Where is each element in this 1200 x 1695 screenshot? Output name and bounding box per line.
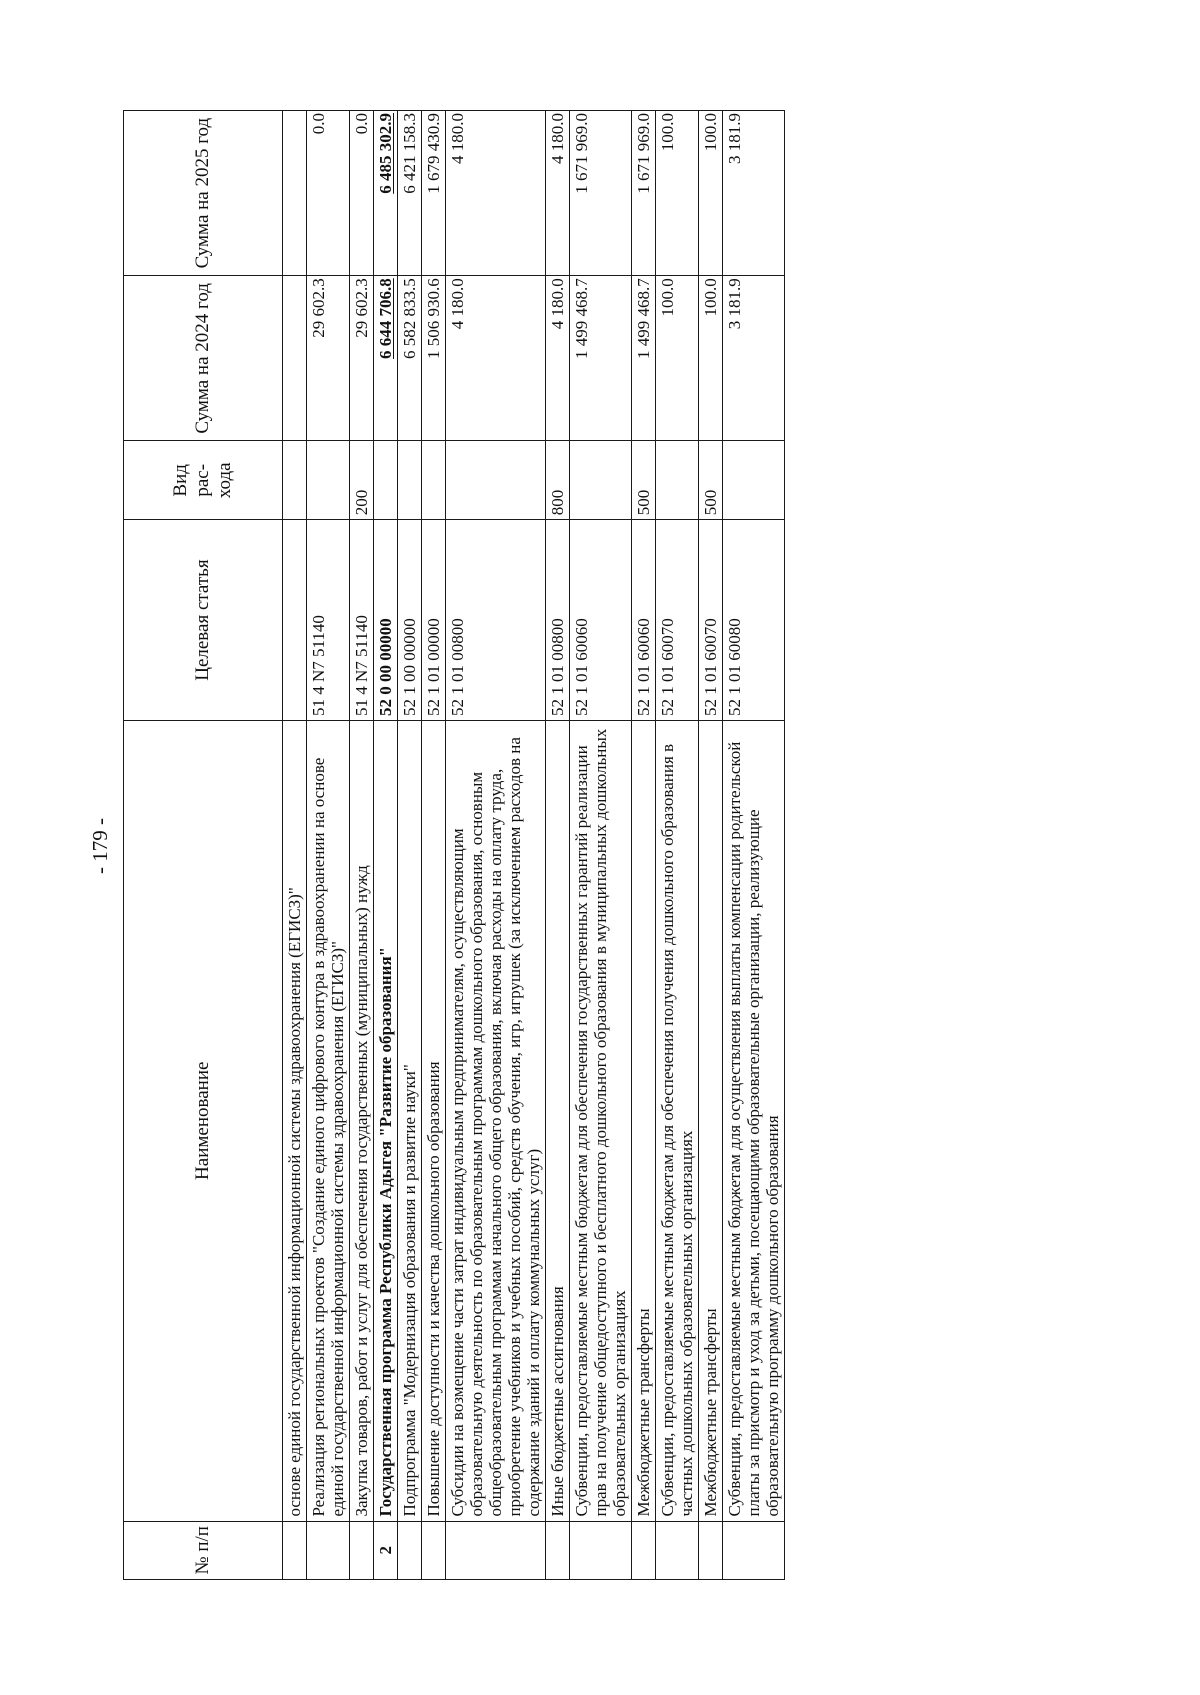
row-code: 52 1 01 00800: [446, 520, 546, 721]
row-sum2025: 4 180.0: [546, 111, 570, 276]
row-code: 51 4 N7 51140: [307, 520, 350, 721]
row-name: Межбюджетные трансферты: [699, 720, 723, 1521]
row-sum2025: 1 671 969.0: [632, 111, 656, 276]
row-name: Иные бюджетные ассигнования: [546, 720, 570, 1521]
row-code: 52 0 00 00000: [374, 520, 398, 721]
row-sum2025: 0.0: [350, 111, 374, 276]
table-row: [632, 111, 656, 1580]
row-sum2025: [283, 111, 307, 276]
col-kind: Вид рас- хода: [124, 441, 283, 520]
row-name: Закупка товаров, работ и услуг для обеспечения государственных (муниципальных) нужд: [350, 720, 374, 1521]
row-code: 52 1 01 60080: [723, 520, 785, 721]
table-row: [656, 111, 699, 1580]
row-num: [422, 1521, 446, 1579]
row-code: 52 1 01 00800: [546, 520, 570, 721]
row-kind: [723, 441, 785, 520]
row-num: [699, 1521, 723, 1579]
row-sum2024: 29 602.3: [350, 276, 374, 441]
row-kind: 500: [699, 441, 723, 520]
row-name: Субвенции, предоставляемые местным бюджетам для обеспечения государственных гарантий реализации прав на получение общедоступного и бесплатного дошкольного образования в муниципальных дошкольных образовательных организациях: [570, 720, 632, 1521]
row-sum2024: 100.0: [699, 276, 723, 441]
row-sum2025: 3 181.9: [723, 111, 785, 276]
row-kind: [374, 441, 398, 520]
row-kind: [398, 441, 422, 520]
table-row: [350, 111, 374, 1580]
row-code: 51 4 N7 51140: [350, 520, 374, 721]
row-sum2025: 1 671 969.0: [570, 111, 632, 276]
table-row: [723, 111, 785, 1580]
table-header: [124, 111, 283, 1580]
row-sum2025: 0.0: [307, 111, 350, 276]
row-sum2024: 3 181.9: [723, 276, 785, 441]
row-name: Субвенции, предоставляемые местным бюджетам для осуществления выплаты компенсации родительской платы за присмотр и уход за детьми, посещающими образовательные организации, реализующие образовательную программу дошкольного образования: [723, 720, 785, 1521]
row-num: [398, 1521, 422, 1579]
row-name: Подпрограмма "Модернизация образования и развитие науки": [398, 720, 422, 1521]
row-name: Государственная программа Республики Адыгея "Развитие образования": [374, 720, 398, 1521]
row-code: 52 1 01 60060: [632, 520, 656, 721]
row-name: Повышение доступности и качества дошкольного образования: [422, 720, 446, 1521]
row-sum2024: 1 499 468.7: [632, 276, 656, 441]
table-row: [283, 111, 307, 1580]
col-sum2024: Сумма на 2024 год: [124, 276, 283, 441]
budget-table: [123, 110, 785, 1580]
row-sum2024: 6 582 833.5: [398, 276, 422, 441]
row-sum2024: [283, 276, 307, 441]
row-sum2024: 4 180.0: [446, 276, 546, 441]
table-row: [699, 111, 723, 1580]
row-num: 2: [374, 1521, 398, 1579]
row-num: [632, 1521, 656, 1579]
row-num: [350, 1521, 374, 1579]
row-sum2025: 4 180.0: [446, 111, 546, 276]
page-number: - 179 -: [88, 818, 112, 874]
col-code: Целевая статья: [124, 520, 283, 721]
table-row: [398, 111, 422, 1580]
row-sum2025: 1 679 430.9: [422, 111, 446, 276]
row-name: основе единой государственной информационной системы здравоохранения (ЕГИСЗ)": [283, 720, 307, 1521]
row-num: [283, 1521, 307, 1579]
row-kind: [656, 441, 699, 520]
row-kind: [570, 441, 632, 520]
row-kind: [283, 441, 307, 520]
col-num: № п/п: [124, 1521, 283, 1579]
table-row: [422, 111, 446, 1580]
row-code: 52 1 01 60070: [699, 520, 723, 721]
row-num: [723, 1521, 785, 1579]
row-num: [307, 1521, 350, 1579]
row-sum2024: 100.0: [656, 276, 699, 441]
row-sum2025: 6 485 302.9: [374, 111, 398, 276]
row-sum2025: 100.0: [656, 111, 699, 276]
row-sum2024: 29 602.3: [307, 276, 350, 441]
row-name: Субсидии на возмещение части затрат индивидуальным предпринимателям, осуществляющим образовательную деятельность по образовательным программам дошкольного образования, основным общеобразовательным программам начального общего образования, включая расходы на оплату труда, приобретение учебников и учебных пособий, средств обучения, игр, игрушек (за исключением расходов на содержание зданий и оплату коммунальных услуг): [446, 720, 546, 1521]
row-sum2025: 100.0: [699, 111, 723, 276]
row-sum2024: 1 506 930.6: [422, 276, 446, 441]
table-row: [546, 111, 570, 1580]
row-code: 52 1 01 60070: [656, 520, 699, 721]
row-kind: [307, 441, 350, 520]
row-kind: 200: [350, 441, 374, 520]
row-code: 52 1 01 00000: [422, 520, 446, 721]
row-sum2024: 1 499 468.7: [570, 276, 632, 441]
row-code: 52 1 01 60060: [570, 520, 632, 721]
row-kind: 500: [632, 441, 656, 520]
row-kind: [422, 441, 446, 520]
col-sum2025: Сумма на 2025 год: [124, 111, 283, 276]
row-kind: [446, 441, 546, 520]
row-num: [446, 1521, 546, 1579]
row-name: Межбюджетные трансферты: [632, 720, 656, 1521]
row-sum2024: 6 644 706.8: [374, 276, 398, 441]
row-code: 52 1 00 00000: [398, 520, 422, 721]
table-row: [570, 111, 632, 1580]
row-code: [283, 520, 307, 721]
row-num: [546, 1521, 570, 1579]
row-name: Субвенции, предоставляемые местным бюджетам для обеспечения получения дошкольного образования в частных дошкольных образовательных организациях: [656, 720, 699, 1521]
row-sum2024: 4 180.0: [546, 276, 570, 441]
row-num: [570, 1521, 632, 1579]
row-name: Реализация региональных проектов "Создание единого цифрового контура в здравоохранении на основе единой государственной информационной системы здравоохранения (ЕГИСЗ)": [307, 720, 350, 1521]
row-kind: 800: [546, 441, 570, 520]
rotated-content: [123, 110, 1083, 1580]
table-row-program: [374, 111, 398, 1580]
table-row: [446, 111, 546, 1580]
table-row: [307, 111, 350, 1580]
row-sum2025: 6 421 158.3: [398, 111, 422, 276]
row-num: [656, 1521, 699, 1579]
col-name: Наименование: [124, 720, 283, 1521]
